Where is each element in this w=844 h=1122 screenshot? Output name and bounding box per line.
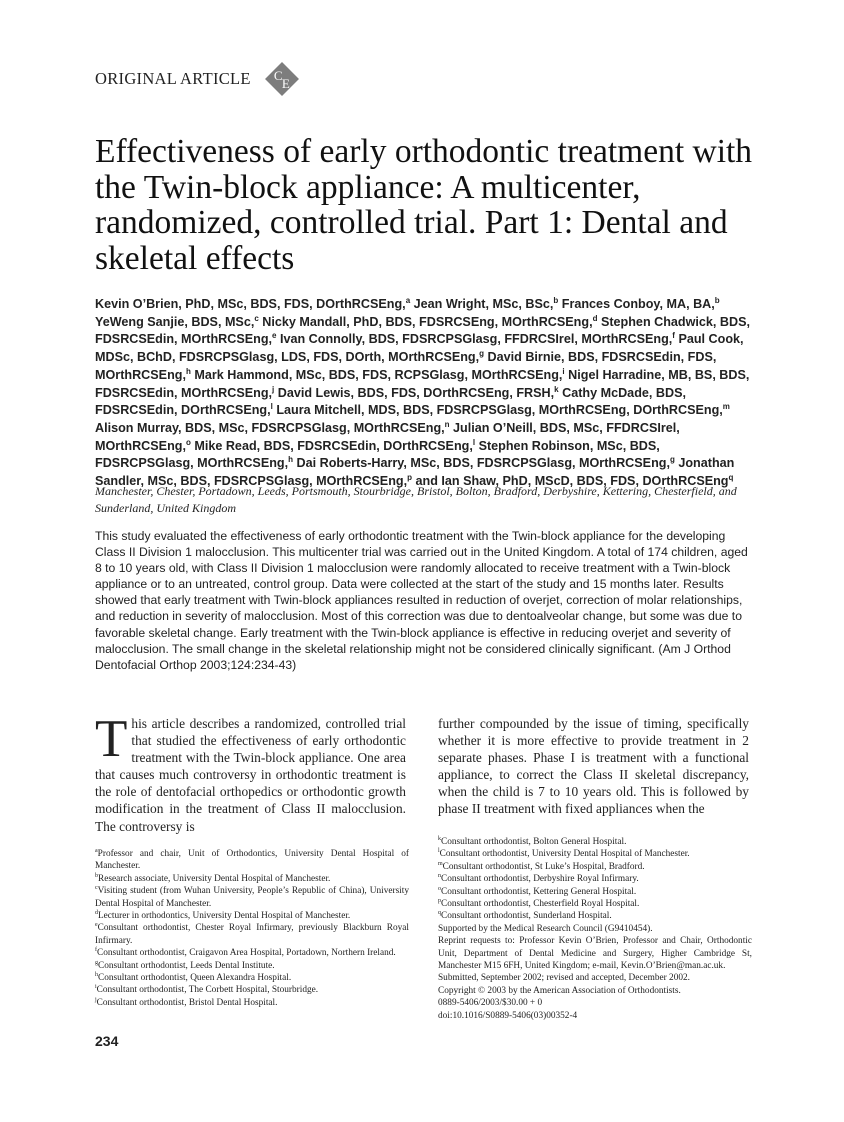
author-name: Stephen Robinson, MSc, BDS, FDSRCPSGlasg, MOrthRCSEng,	[95, 438, 660, 471]
page-number: 234	[95, 1033, 119, 1049]
affiliation-marker: k	[554, 384, 559, 394]
affiliation-marker: g	[95, 959, 98, 966]
author-name: Laura Mitchell, MDS, BDS, FDSRCPSGlasg, MOrthRCSEng, DOrthRCSEng,	[272, 403, 723, 418]
author-name: Dai Roberts-Harry, MSc, BDS, FDSRCPSGlasg, MOrthRCSEng,	[293, 456, 670, 471]
author-name: David Birnie, BDS, FDSRCSEdin, FDS, MOrthRCSEng,	[95, 350, 717, 382]
affiliation-marker: n	[438, 873, 441, 880]
footnote-text: Consultant orthodontist, Queen Alexandra Hospital.	[98, 973, 292, 984]
affiliation-marker: c	[95, 885, 98, 892]
footnote	[438, 873, 752, 885]
affiliation-marker: q	[438, 910, 441, 917]
affiliation-marker: g	[479, 348, 485, 358]
affiliation-marker: d	[592, 313, 598, 323]
affiliation-marker: h	[95, 971, 98, 978]
footnote	[95, 947, 409, 959]
affiliation-marker: b	[553, 295, 559, 305]
affiliation-marker: h	[185, 366, 191, 376]
affiliation-marker: p	[407, 472, 412, 482]
footnote	[95, 960, 409, 972]
author	[558, 297, 719, 311]
author-name: Kevin O’Brien, PhD, MSc, BDS, FDS, DOrthRCSEng,	[95, 297, 406, 311]
author	[259, 315, 598, 329]
author-name: YeWeng Sanjie, BDS, MSc,	[95, 314, 255, 329]
affiliation-marker: l	[438, 848, 440, 855]
section-label: ORIGINAL ARTICLE	[95, 69, 251, 88]
author-name: Alison Murray, BDS, MSc, FDSRCPSGlasg, MOrthRCSEng,	[95, 420, 445, 435]
author-name: Julian O’Neill, BDS, MSc, FFDRCSIrel, MOrthRCSEng,	[95, 420, 680, 453]
author-name: Ivan Connolly, BDS, FDSRCPSGlasg, FFDRCSIrel, MOrthRCSEng,	[276, 332, 673, 347]
author-locations: Manchester, Chester, Portadown, Leeds, Portsmouth, Stourbridge, Bristol, Bolton, Bradford, Derbyshire, Kettering, Chesterfield, and Sunderland, United Kingdom	[95, 484, 737, 515]
author	[276, 332, 674, 346]
body-text-left: his article describes a randomized, controlled trial that studied the effectiveness of early orthodontic treatment with the Twin-block appliance. One area that causes much controversy in orthodontic treatment is the role of dentofacial orthopedics or orthodontic growth modification in the treatment of Class II malocclusion. The controversy is	[95, 716, 406, 834]
copyright: Copyright © 2003 by the American Association of Orthodontists.	[438, 985, 681, 996]
author-name: Paul Cook, MDSc, BChD, FDSRCPSGlasg, LDS, FDS, DOrth, MOrthRCSEng,	[95, 332, 744, 365]
affiliation-marker: m	[722, 402, 730, 412]
footnote-text: Consultant orthodontist, Derbyshire Royal Infirmary.	[441, 874, 639, 885]
footnote	[438, 910, 752, 922]
affiliation-marker: o	[438, 885, 441, 892]
affiliation-marker: n	[444, 419, 450, 429]
footnote-text: Consultant orthodontist, Chester Royal Infirmary, previously Blackburn Royal Infirmary.	[95, 923, 409, 946]
affiliation-marker: f	[672, 331, 675, 341]
footnote	[95, 997, 409, 1009]
author	[191, 439, 475, 453]
submission-dates: Submitted, September 2002; revised and accepted, December 2002.	[438, 973, 690, 984]
author-name: Mike Read, BDS, FDSRCSEdin, DOrthRCSEng,	[190, 438, 473, 453]
footnote-text: Consultant orthodontist, Bolton General Hospital.	[441, 837, 627, 847]
affiliation-marker: l	[270, 402, 273, 412]
affiliation-marker: g	[669, 455, 675, 465]
reprint-requests: Reprint requests to: Professor Kevin O’Brien, Professor and Chair, Orthodontic Unit, Department of Dental Medicine and Surgery, Higher Cambridge St, Manchester M15 6FH, United Kingdom; e-mail, Kevin.O’Brien@man.ac.uk.	[438, 936, 752, 972]
affiliation-marker: f	[95, 947, 97, 954]
affiliation-marker: d	[95, 909, 98, 916]
author	[95, 421, 450, 435]
footnote	[95, 885, 409, 910]
affiliation-marker: j	[95, 996, 97, 1003]
body-column-left	[95, 710, 406, 835]
affiliation-marker: h	[288, 455, 294, 465]
author-name: Cathy McDade, BDS, FDSRCSEdin, DOrthRCSEng,	[95, 385, 686, 418]
affiliation-marker: o	[185, 437, 191, 447]
author	[410, 297, 558, 311]
affiliation-marker: q	[728, 472, 734, 482]
footnote	[95, 873, 409, 885]
affiliation-marker: i	[95, 984, 97, 991]
footnote-text: Consultant orthodontist, The Corbett Hospital, Stourbridge.	[96, 985, 319, 996]
footnote	[95, 922, 409, 947]
footnote	[438, 861, 752, 873]
affiliation-marker: b	[95, 872, 98, 879]
abstract: This study evaluated the effectiveness of early orthodontic treatment with the Twin-block appliance for the developing Class II Division 1 malocclusion. This multicenter trial was carried out in the United Kingdom. A total of 174 children, aged 8 to 10 years old, with Class II Division 1 malocclusion were randomly allocated to receive treatment with a Twin-block appliance or to an untreated, control group. Data were collected at the start of the study and 15 months later. Results showed that early treatment with Twin-block appliances resulted in reduction of overjet, correction of molar relationships, and reduction in severity of malocclusion. Most of this correction was due to dentoalveolar change, but some was due to favorable skeletal change. Early treatment with the Twin-block appliance is effective in reducing overjet and severity of malocclusion. The small change in the skeletal relationship might not be considered clinically significant. (Am J Orthod Dentofacial Orthop 2003;124:234-43)	[95, 529, 748, 672]
affiliation-marker: k	[438, 835, 441, 842]
footnote-text: Consultant orthodontist, Bristol Dental Hospital.	[96, 997, 278, 1008]
author-name: and Ian Shaw, PhD, MScD, BDS, FDS, DOrthRCSEng	[412, 474, 729, 489]
footnote	[95, 984, 409, 996]
author	[95, 315, 259, 329]
author-name: Jonathan Sandler, MSc, BDS, FDSRCPSGlasg, MOrthRCSEng,	[95, 456, 735, 489]
funding-note: Supported by the Medical Research Council (G9410454).	[438, 923, 653, 934]
footnote	[438, 886, 752, 898]
affiliation-marker: a	[405, 295, 411, 305]
affiliation-marker: e	[95, 922, 98, 929]
author-list	[95, 296, 755, 491]
author-name: Nicky Mandall, PhD, BDS, FDSRCSEng, MOrthRCSEng,	[258, 314, 593, 329]
footnote-text: Visiting student (from Wuhan University, People’s Republic of China), University Dental Hospital of Manchester.	[95, 886, 409, 909]
affiliation-marker: p	[438, 897, 441, 904]
footnote-text: Consultant orthodontist, Leeds Dental Institute.	[98, 960, 275, 971]
author	[293, 456, 675, 470]
affiliation-marker: i	[562, 366, 565, 376]
footnote	[438, 836, 752, 848]
footnote	[95, 910, 409, 922]
footnote-text: Research associate, University Dental Hospital of Manchester.	[98, 873, 331, 884]
author-name: Mark Hammond, MSc, BDS, FDS, RCPSGlasg, MOrthRCSEng,	[190, 367, 563, 382]
affiliation-marker: l	[472, 437, 476, 447]
body-column-right: further compounded by the issue of timing, specifically whether it is more effective to provide treatment in 2 separate phases. Phase I is treatment with a functional appliance, to correct the Class II skeletal discrepancy, when the child is 7 to 10 years old. This is followed by phase II treatment with fixed appliances when the	[438, 716, 749, 817]
author-name: Jean Wright, MSc, BSc,	[410, 297, 554, 311]
footnotes-left	[95, 848, 409, 1009]
author-name: David Lewis, BDS, FDS, DOrthRCSEng, FRSH,	[274, 385, 555, 400]
ce-logo-icon: C E	[265, 62, 299, 96]
doi: doi:10.1016/S0889-5406(03)00352-4	[438, 1010, 578, 1021]
affiliation-marker: c	[254, 313, 259, 323]
article-title: Effectiveness of early orthodontic treatment with the Twin-block appliance: A multicenter, randomized, controlled trial. Part 1: Dental and skeletal effects	[95, 133, 753, 277]
footnote	[95, 972, 409, 984]
affiliation-marker: a	[95, 847, 98, 854]
drop-cap: T	[95, 710, 128, 768]
affiliation-marker: m	[438, 860, 443, 867]
footnote-text: Consultant orthodontist, Chesterfield Royal Hospital.	[441, 899, 640, 910]
footnote	[438, 848, 752, 860]
author-name: Stephen Chadwick, BDS, FDSRCSEdin, MOrthRCSEng,	[95, 314, 751, 347]
author	[270, 402, 730, 418]
footnote-text: Professor and chair, Unit of Orthodontics, University Dental Hospital of Manchester.	[95, 849, 409, 872]
footnote	[438, 898, 752, 910]
affiliation-marker: b	[714, 295, 720, 305]
author	[274, 386, 558, 400]
footnotes-right	[438, 836, 752, 1022]
author	[191, 368, 565, 382]
footnote	[95, 848, 409, 873]
footnote-text: Consultant orthodontist, Craigavon Area Hospital, Portadown, Northern Ireland.	[97, 948, 396, 959]
footnote-text: Consultant orthodontist, St Luke’s Hospital, Bradford.	[442, 861, 645, 872]
author-name: Frances Conboy, MA, BA,	[558, 297, 715, 311]
footnote-text: Consultant orthodontist, Sunderland Hospital.	[441, 911, 612, 922]
affiliation-marker: j	[272, 384, 275, 394]
article-header	[95, 62, 299, 96]
author	[95, 297, 410, 311]
affiliation-marker: e	[272, 331, 277, 341]
footnote-text: Lecturer in orthodontics, University Dental Hospital of Manchester.	[98, 911, 351, 922]
footnote-text: Consultant orthodontist, Kettering General Hospital.	[441, 886, 637, 897]
author-name: Nigel Harradine, MB, BS, BDS, FDSRCSEdin, MOrthRCSEng,	[95, 367, 750, 400]
footnote-text: Consultant orthodontist, University Dental Hospital of Manchester.	[439, 849, 690, 860]
issn: 0889-5406/2003/$30.00 + 0	[438, 998, 543, 1009]
